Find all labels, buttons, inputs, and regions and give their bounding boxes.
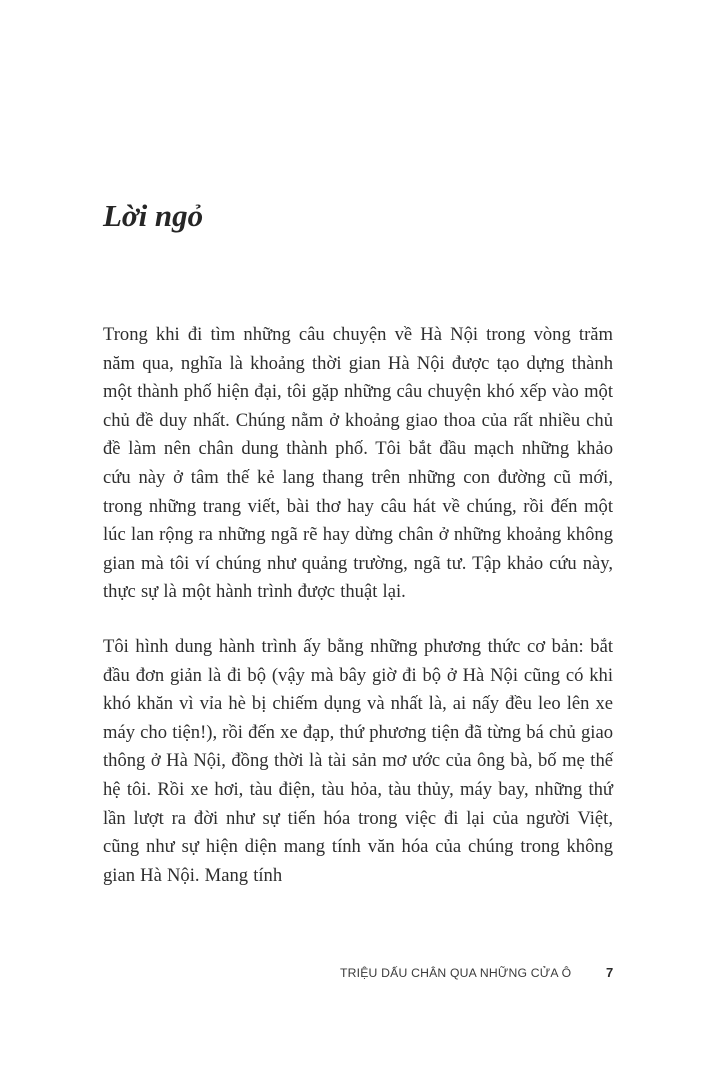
paragraph: Tôi hình dung hành trình ấy bằng những phương thức cơ bản: bắt đầu đơn giản là đi bộ (vậy mà bây giờ đi bộ ở Hà Nội cũng có khi khó khăn vì vỉa hè bị chiếm dụng và nhất là, ai nấy đều leo lên xe máy cho tiện!), rồi đến xe đạp, thứ phương tiện đã từng bá chủ giao thông ở Hà Nội, đồng thời là tài sản mơ ước của ông bà, bố mẹ thế hệ tôi. Rồi xe hơi, tàu điện, tàu hỏa, tàu thủy, máy bay, những thứ lần lượt ra đời như sự tiến hóa trong việc đi lại của người Việt, cũng như sự hiện diện mang tính văn hóa của chúng trong không gian Hà Nội. Mang tính xyxy=(103,636,613,886)
paragraph: Trong khi đi tìm những câu chuyện về Hà Nội trong vòng trăm năm qua, nghĩa là khoảng thời gian Hà Nội được tạo dựng thành một thành phố hiện đại, tôi gặp những câu chuyện khó xếp vào một chủ đề duy nhất. Chúng nằm ở khoảng giao thoa của rất nhiều chủ đề làm nên chân dung thành phố. Tôi bắt đầu mạch những khảo cứu này ở tâm thế kẻ lang thang trên những con đường cũ mới, trong những trang viết, bài thơ hay câu hát về chúng, rồi đến một lúc lan rộng ra những ngã rẽ hay dừng chân ở những khoảng không gian mà tôi ví chúng như quảng trường, ngã tư. Tập khảo cứu này, thực sự là một hành trình được thuật lại. xyxy=(103,324,613,603)
page-number: 7 xyxy=(606,965,614,980)
page-footer xyxy=(340,966,615,986)
chapter-title: Lời ngỏ xyxy=(103,198,204,233)
running-title: TRIỆU DẤU CHÂN QUA NHỮNG CỬA Ô xyxy=(340,966,572,980)
